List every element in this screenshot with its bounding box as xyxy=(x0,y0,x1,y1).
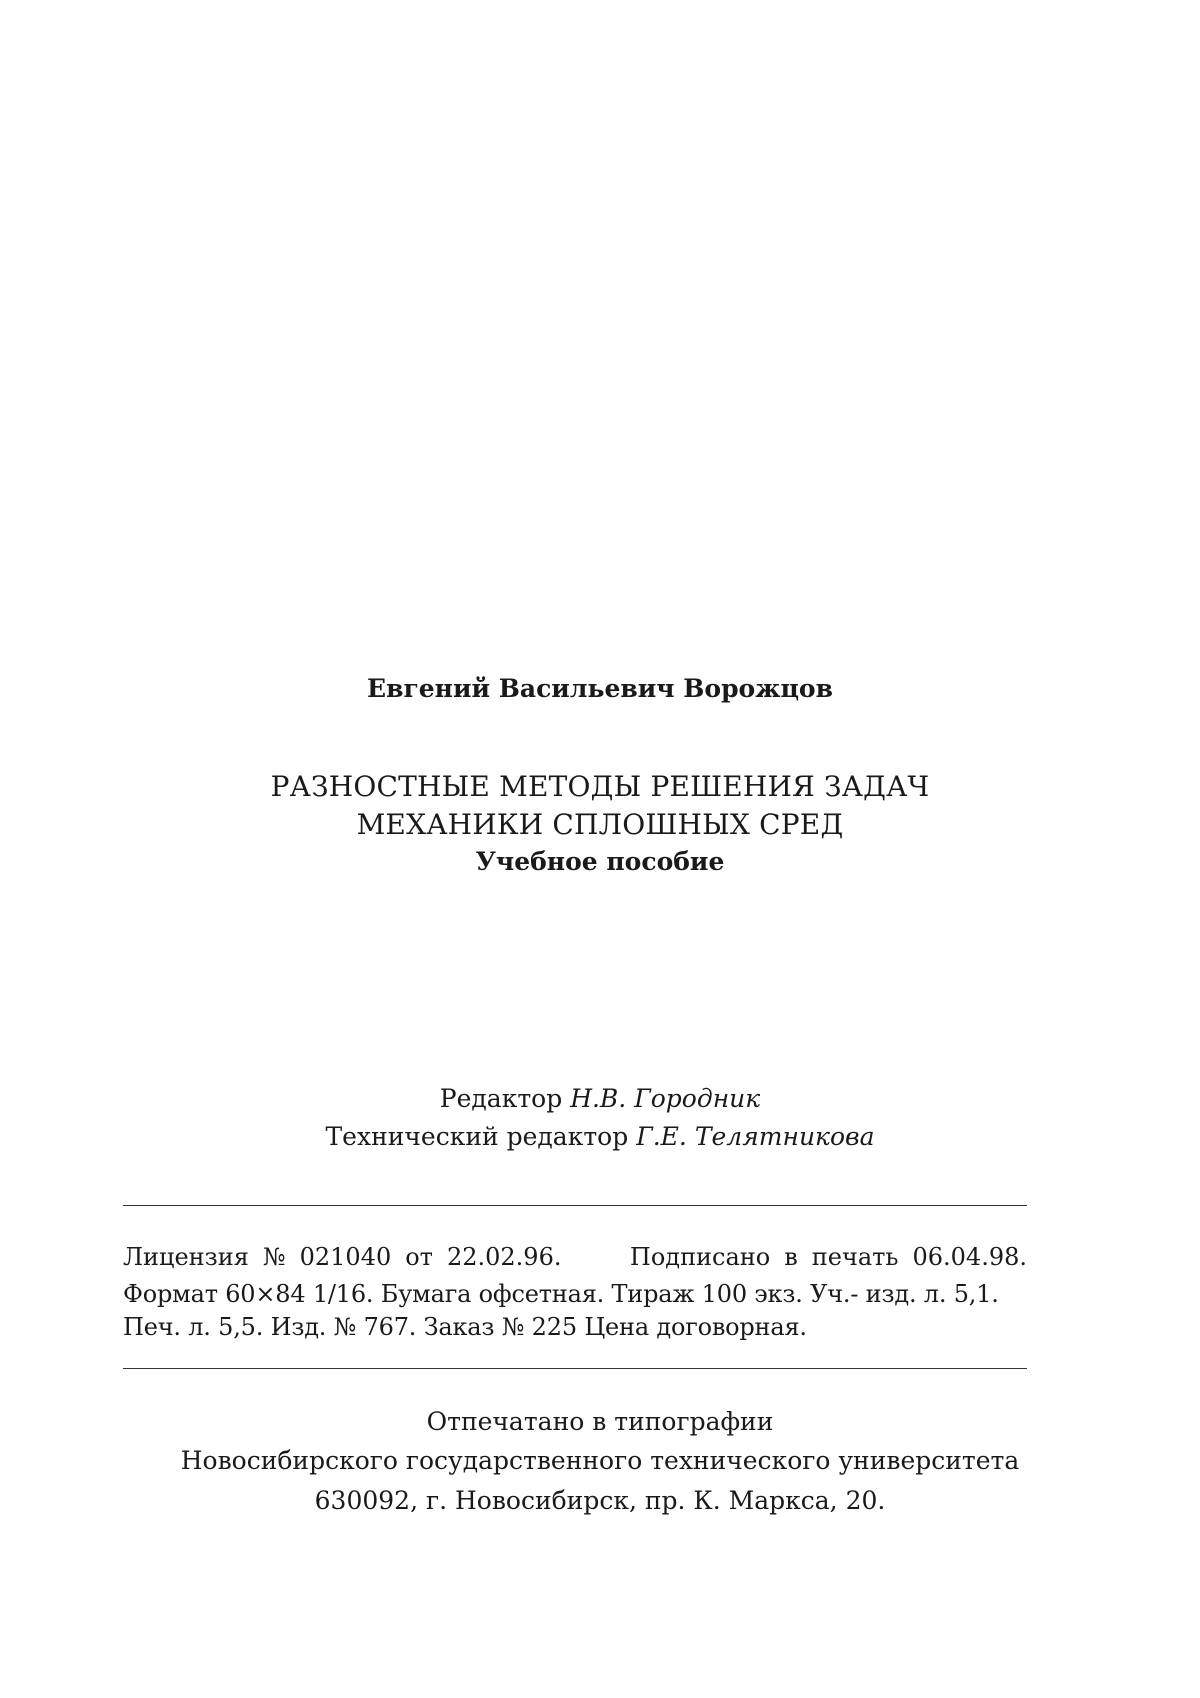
imprint-line-2: Формат 60×84 1/16. Бумага офсетная. Тираж 100 экз. Уч.- изд. л. 5,1. xyxy=(123,1280,999,1308)
signed-date: 06.04.98. xyxy=(912,1243,1027,1271)
editor-credit xyxy=(0,1084,1200,1113)
printing-line-3: 630092, г. Новосибирск, пр. К. Маркса, 20. xyxy=(314,1486,886,1515)
book-subtitle: Учебное пособие xyxy=(475,847,725,876)
license-label: Лицензия xyxy=(123,1243,249,1271)
divider-top xyxy=(123,1205,1027,1206)
book-title-line-1: РАЗНОСТНЫЕ МЕТОДЫ РЕШЕНИЯ ЗАДАЧ xyxy=(270,770,930,803)
tech-editor-label: Технический редактор xyxy=(325,1122,629,1151)
signed-print: печать xyxy=(811,1243,899,1271)
license-info xyxy=(123,1243,561,1271)
divider-bottom xyxy=(123,1368,1027,1369)
printing-line-2: Новосибирского государственного технического университета xyxy=(180,1446,1020,1475)
signed-info xyxy=(630,1243,1027,1271)
editor-label: Редактор xyxy=(439,1084,563,1113)
signed-label: Подписано xyxy=(629,1243,771,1271)
license-sign: № xyxy=(262,1243,286,1271)
license-number: 021040 xyxy=(299,1243,392,1271)
printing-line-1: Отпечатано в типографии xyxy=(426,1407,774,1436)
license-from: от xyxy=(405,1243,433,1271)
author-name: Евгений Васильевич Ворожцов xyxy=(367,674,833,703)
imprint-line-1 xyxy=(123,1243,1027,1271)
tech-editor-credit xyxy=(0,1122,1200,1151)
signed-in: в xyxy=(784,1243,798,1271)
imprint-line-3: Печ. л. 5,5. Изд. № 767. Заказ № 225 Цена договорная. xyxy=(123,1313,807,1341)
editor-name: Н.В. Городник xyxy=(570,1084,761,1113)
book-title-line-2: МЕХАНИКИ СПЛОШНЫХ СРЕД xyxy=(356,808,844,841)
license-date: 22.02.96. xyxy=(446,1243,562,1271)
tech-editor-name: Г.Е. Телятникова xyxy=(636,1122,875,1151)
